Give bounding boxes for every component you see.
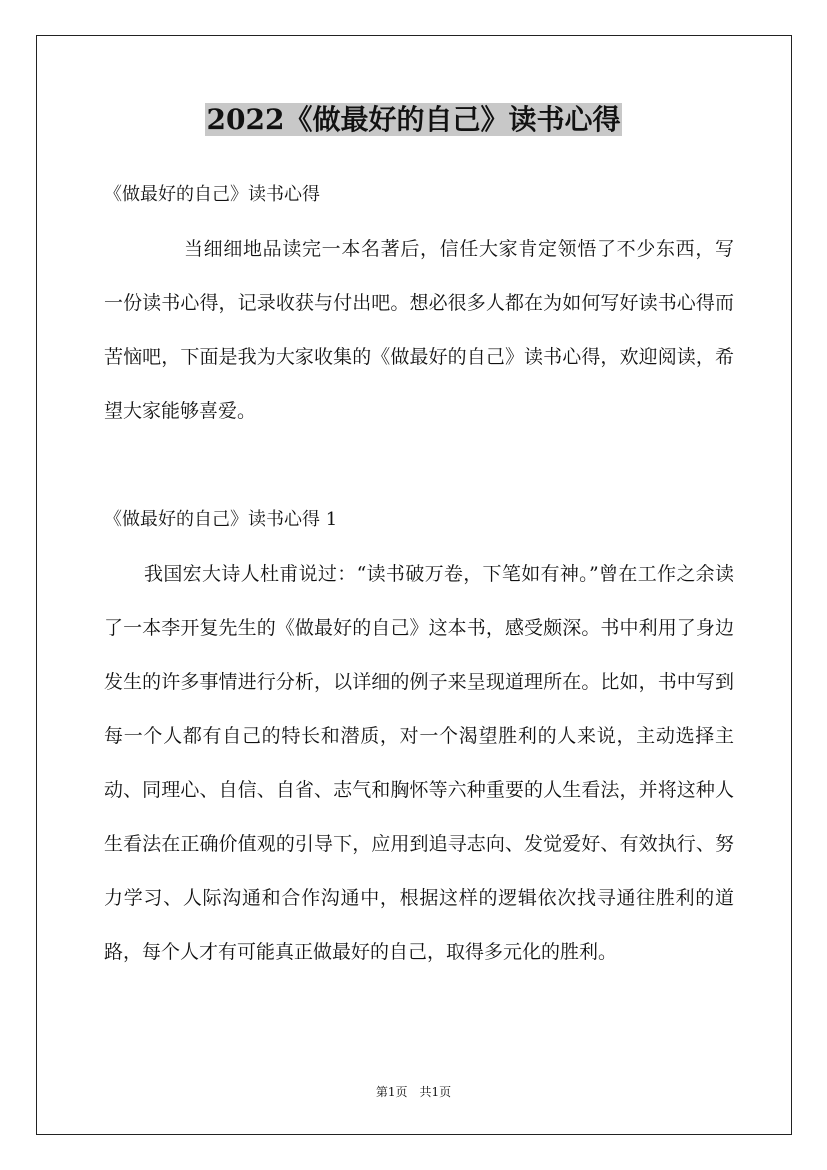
document-title	[0, 100, 827, 140]
document-title-text: 2022《做最好的自己》读书心得	[206, 103, 621, 136]
document-subtitle: 《做最好的自己》读书心得	[104, 184, 320, 205]
section-paragraph: 我国宏大诗人杜甫说过：“读书破万卷，下笔如有神。”曾在工作之余读了一本李开复先生的《做最好的自己》这本书，感受颇深。书中利用了身边发生的许多事情进行分析，以详细的例子来呈现道理所在。比如，书中写到每一个人都有自己的特长和潜质，对一个渴望胜利的人来说，主动选择主动、同理心、自信、自省、志气和胸怀等六种重要的人生看法，并将这种人生看法在正确价值观的引导下，应用到追寻志向、发觉爱好、有效执行、努力学习、人际沟通和合作沟通中，根据这样的逻辑依次找寻通往胜利的道路，每个人才有可能真正做最好的自己，取得多元化的胜利。	[104, 563, 734, 963]
section-heading: 《做最好的自己》读书心得 1	[104, 509, 338, 530]
page-number: 第1页 共1页	[375, 1085, 452, 1099]
intro-paragraph: 当细细地品读完一本名著后，信任大家肯定领悟了不少东西，写一份读书心得，记录收获与付出吧。想必很多人都在为如何写好读书心得而苦恼吧，下面是我为大家收集的《做最好的自己》读书心得，欢迎阅读，希望大家能够喜爱。	[104, 238, 734, 422]
